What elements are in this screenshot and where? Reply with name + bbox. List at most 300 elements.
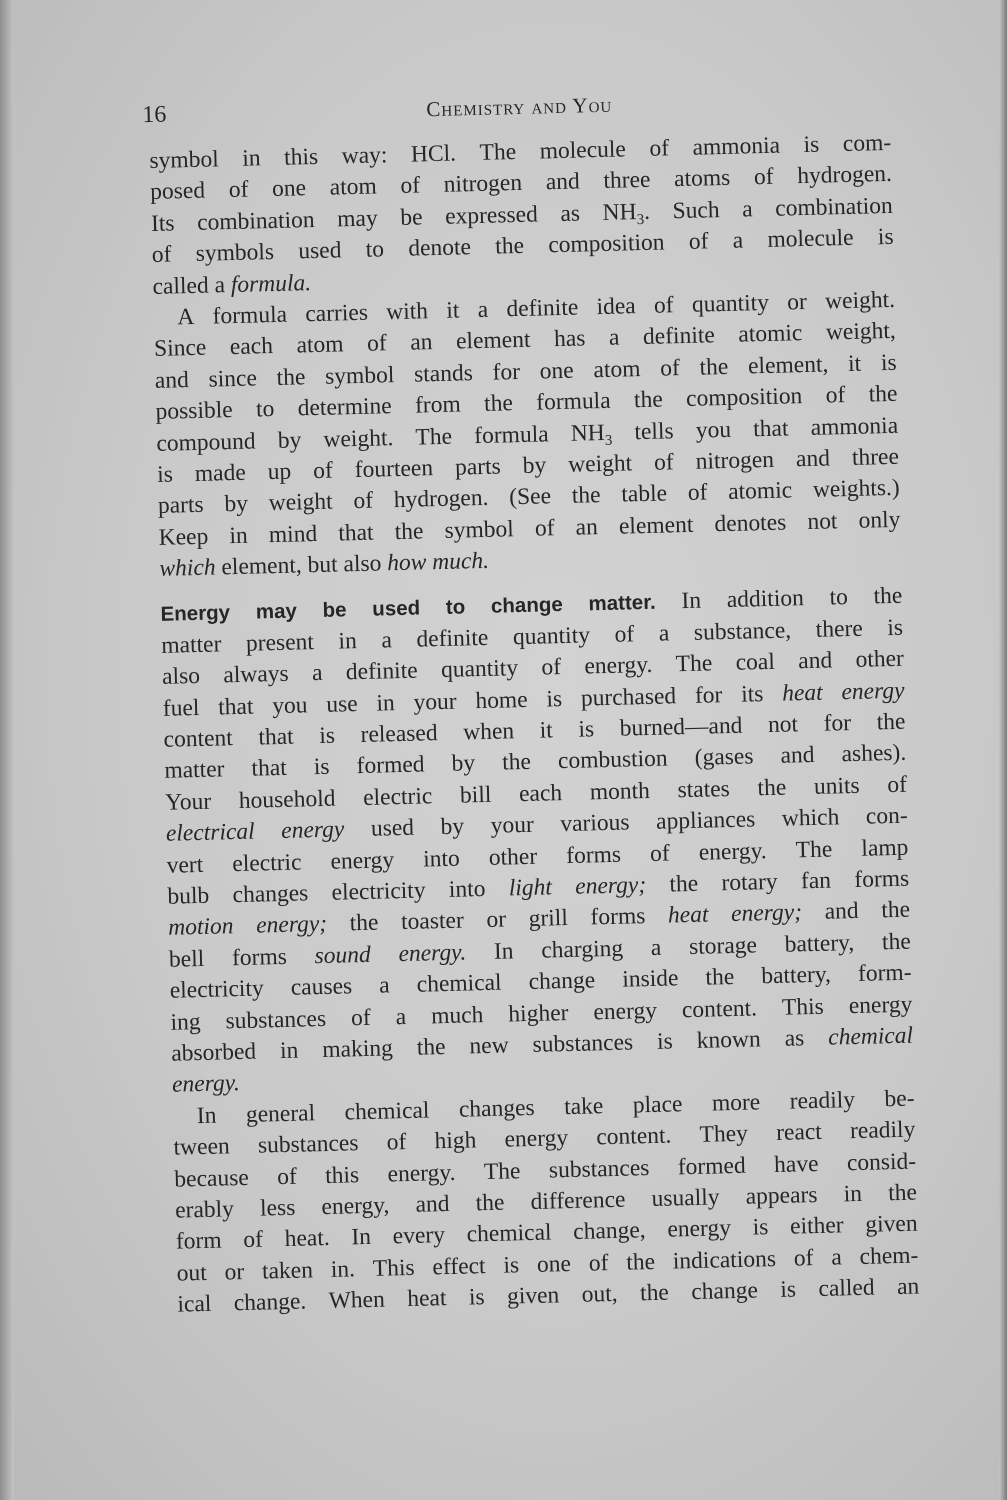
word bbox=[632, 1089, 682, 1122]
text: of bbox=[649, 840, 670, 867]
text: of bbox=[614, 621, 635, 648]
word bbox=[173, 1131, 230, 1164]
text: to bbox=[255, 396, 275, 423]
word bbox=[841, 675, 905, 708]
text: high bbox=[434, 1127, 477, 1155]
word bbox=[431, 1000, 484, 1033]
text: that bbox=[251, 755, 288, 783]
text: element, bbox=[221, 552, 303, 581]
word bbox=[272, 174, 307, 206]
text: indications bbox=[672, 1245, 777, 1275]
word bbox=[826, 316, 897, 349]
word bbox=[570, 417, 612, 449]
text: possible bbox=[155, 397, 233, 426]
text: consid- bbox=[846, 1148, 917, 1176]
text: your bbox=[413, 688, 457, 716]
italic-text: motion bbox=[167, 913, 234, 942]
word bbox=[416, 1032, 445, 1064]
text: charging bbox=[540, 935, 624, 964]
word bbox=[866, 801, 909, 833]
word bbox=[694, 742, 753, 775]
text: the bbox=[876, 708, 906, 736]
section-heading-text: be bbox=[322, 598, 347, 623]
word bbox=[341, 140, 387, 172]
word bbox=[509, 482, 552, 514]
word bbox=[696, 1024, 761, 1057]
text: the bbox=[868, 380, 898, 408]
word bbox=[614, 619, 634, 651]
word bbox=[650, 838, 670, 870]
text: of bbox=[228, 176, 249, 204]
text: in bbox=[843, 1180, 863, 1208]
text: fourteen bbox=[354, 455, 434, 483]
text: content bbox=[163, 725, 234, 753]
text: is bbox=[880, 349, 897, 376]
page-edge-right bbox=[999, 0, 1007, 1500]
word bbox=[456, 325, 531, 358]
word bbox=[176, 1226, 222, 1258]
word bbox=[536, 386, 611, 419]
text: denotes bbox=[714, 509, 787, 537]
word bbox=[539, 355, 574, 387]
word bbox=[196, 1100, 216, 1132]
word bbox=[888, 1177, 917, 1209]
text: the bbox=[571, 482, 601, 510]
word bbox=[305, 298, 368, 331]
text: of bbox=[534, 514, 555, 542]
text: is bbox=[318, 722, 336, 750]
word bbox=[761, 960, 831, 993]
text: composition bbox=[685, 383, 803, 413]
word bbox=[208, 363, 257, 396]
text: toaster bbox=[400, 907, 465, 936]
italic-text: energy; bbox=[255, 911, 328, 939]
text: in bbox=[279, 1037, 299, 1064]
text: HCl. bbox=[410, 140, 457, 168]
text: place bbox=[632, 1090, 683, 1119]
word bbox=[672, 195, 720, 228]
word bbox=[314, 940, 371, 973]
text: coal bbox=[735, 649, 776, 677]
text: formed bbox=[356, 751, 425, 780]
text: compound bbox=[156, 427, 256, 457]
text: because bbox=[174, 1164, 250, 1193]
word bbox=[408, 232, 471, 265]
word bbox=[360, 718, 438, 751]
word bbox=[852, 442, 900, 475]
word bbox=[873, 581, 902, 613]
word bbox=[393, 483, 488, 517]
word bbox=[790, 1211, 844, 1244]
word bbox=[398, 937, 466, 970]
text: fan bbox=[800, 867, 832, 895]
word bbox=[416, 968, 502, 1001]
word bbox=[469, 1030, 509, 1062]
word bbox=[170, 1007, 201, 1039]
word bbox=[593, 354, 641, 387]
word bbox=[695, 414, 731, 446]
text: usually bbox=[651, 1184, 720, 1212]
text: formula bbox=[473, 420, 549, 449]
text: definite bbox=[345, 657, 418, 686]
word bbox=[686, 381, 803, 415]
word bbox=[692, 131, 780, 165]
word bbox=[262, 1255, 314, 1288]
text: chemical bbox=[416, 969, 502, 998]
text: of bbox=[653, 449, 675, 476]
body-text bbox=[149, 128, 919, 1321]
word bbox=[640, 1278, 669, 1310]
word bbox=[784, 1023, 804, 1055]
text: three bbox=[851, 443, 900, 471]
word bbox=[415, 390, 461, 422]
text: formed bbox=[677, 1152, 746, 1180]
word bbox=[169, 974, 264, 1008]
text: which bbox=[781, 804, 840, 832]
word bbox=[256, 909, 328, 942]
text: grill bbox=[528, 905, 569, 933]
text: more bbox=[711, 1089, 761, 1117]
word bbox=[698, 836, 767, 869]
text: battery, bbox=[760, 961, 832, 990]
italic-text: energy; bbox=[574, 872, 647, 900]
word bbox=[780, 1275, 796, 1307]
word bbox=[781, 803, 839, 836]
text: use bbox=[325, 690, 358, 718]
text: molecule bbox=[767, 224, 854, 254]
word bbox=[158, 521, 208, 554]
word bbox=[795, 834, 832, 866]
word bbox=[338, 626, 357, 658]
word bbox=[400, 171, 420, 203]
word bbox=[674, 163, 731, 196]
text: determine bbox=[297, 393, 392, 422]
word bbox=[460, 780, 492, 812]
text: heat. bbox=[284, 1225, 330, 1253]
text: taken bbox=[261, 1256, 314, 1285]
word bbox=[168, 912, 234, 945]
subscript: 3 bbox=[604, 432, 613, 449]
word bbox=[475, 1188, 504, 1220]
text: the bbox=[633, 386, 664, 414]
text: every bbox=[392, 1222, 446, 1250]
text: A bbox=[177, 303, 195, 331]
word bbox=[284, 1223, 330, 1255]
text: the bbox=[501, 749, 532, 776]
text: changes bbox=[458, 1094, 535, 1123]
text: each bbox=[229, 333, 274, 361]
word bbox=[504, 1123, 568, 1156]
text: either bbox=[789, 1212, 844, 1240]
word bbox=[224, 1257, 244, 1289]
word bbox=[195, 237, 274, 270]
word bbox=[881, 348, 897, 380]
word bbox=[842, 128, 891, 161]
text: formula bbox=[535, 387, 611, 416]
word bbox=[656, 805, 756, 839]
word bbox=[280, 1036, 299, 1068]
text: battery, bbox=[784, 929, 855, 958]
word bbox=[776, 1117, 822, 1149]
text: combustion bbox=[557, 745, 668, 775]
word bbox=[825, 380, 845, 412]
word bbox=[175, 1194, 234, 1227]
word bbox=[356, 750, 425, 783]
word bbox=[847, 1146, 917, 1179]
word bbox=[297, 391, 392, 425]
text: In bbox=[196, 1102, 217, 1129]
book-page bbox=[142, 82, 920, 1321]
word bbox=[735, 647, 775, 679]
word bbox=[151, 208, 175, 240]
text: ashes). bbox=[841, 740, 907, 768]
word bbox=[337, 203, 378, 235]
word bbox=[726, 584, 804, 617]
word bbox=[554, 324, 586, 356]
word bbox=[634, 385, 663, 417]
word bbox=[767, 223, 854, 256]
text: The bbox=[483, 1157, 521, 1185]
italic-text: much. bbox=[431, 547, 490, 576]
word bbox=[229, 520, 248, 552]
word bbox=[596, 1121, 672, 1154]
word bbox=[298, 235, 342, 267]
text: the bbox=[705, 964, 735, 991]
word bbox=[423, 843, 460, 875]
section-heading-text: change bbox=[490, 593, 564, 619]
word bbox=[815, 614, 863, 647]
word bbox=[491, 589, 564, 622]
word bbox=[232, 942, 288, 975]
word bbox=[865, 1209, 918, 1242]
text: of bbox=[649, 135, 670, 162]
text: a bbox=[477, 296, 489, 323]
word bbox=[386, 296, 429, 328]
word bbox=[475, 685, 528, 718]
word bbox=[801, 866, 832, 898]
text: always bbox=[223, 660, 289, 689]
text: atom bbox=[296, 331, 344, 359]
word bbox=[824, 896, 859, 928]
text: a bbox=[395, 1003, 407, 1030]
word bbox=[752, 1212, 768, 1244]
text: formula bbox=[212, 301, 288, 330]
word bbox=[477, 295, 488, 327]
text: symbol bbox=[149, 146, 220, 174]
text: The bbox=[795, 836, 833, 863]
word bbox=[848, 348, 862, 380]
text: energy bbox=[667, 1215, 732, 1243]
word bbox=[445, 199, 538, 233]
word bbox=[284, 142, 319, 174]
word bbox=[668, 900, 709, 932]
text: nitrogen bbox=[443, 170, 523, 199]
word bbox=[621, 479, 667, 511]
text: (gases bbox=[694, 743, 754, 772]
text: an bbox=[575, 513, 599, 541]
text: In bbox=[493, 938, 514, 965]
text: the bbox=[394, 518, 424, 545]
word bbox=[882, 926, 911, 958]
word bbox=[163, 693, 200, 725]
word bbox=[346, 656, 419, 689]
word bbox=[539, 134, 626, 167]
word bbox=[634, 416, 674, 448]
text: only bbox=[858, 506, 901, 534]
text: and bbox=[795, 445, 831, 473]
word bbox=[256, 394, 275, 426]
text: react bbox=[775, 1118, 823, 1147]
text: out, bbox=[581, 1280, 618, 1308]
word bbox=[161, 629, 222, 662]
word bbox=[650, 932, 661, 964]
word bbox=[171, 1037, 257, 1070]
word bbox=[484, 1156, 521, 1188]
word bbox=[272, 690, 308, 722]
word bbox=[868, 379, 897, 411]
text: it bbox=[446, 297, 460, 324]
word bbox=[322, 1033, 393, 1066]
text: this bbox=[324, 1161, 360, 1189]
text: in bbox=[376, 689, 396, 717]
text: content. bbox=[596, 1122, 672, 1151]
text: used bbox=[298, 237, 342, 265]
word bbox=[381, 625, 392, 657]
word bbox=[231, 270, 312, 298]
text: you bbox=[695, 416, 732, 444]
text: is bbox=[578, 716, 595, 743]
word bbox=[878, 222, 894, 254]
text: of bbox=[659, 354, 681, 382]
word bbox=[829, 583, 848, 615]
text: hydrogen. bbox=[796, 161, 893, 190]
text: when bbox=[462, 718, 515, 746]
text: NH bbox=[570, 419, 606, 447]
text: of bbox=[825, 382, 846, 409]
word bbox=[371, 813, 415, 845]
page-edge-left bbox=[0, 0, 14, 1500]
text: other bbox=[488, 843, 538, 871]
text: element bbox=[455, 327, 531, 355]
word bbox=[558, 744, 668, 778]
text: as bbox=[784, 1025, 805, 1052]
word bbox=[541, 933, 624, 966]
text: one bbox=[539, 357, 575, 385]
text: a bbox=[830, 1244, 843, 1271]
word bbox=[323, 423, 394, 456]
text: and bbox=[545, 168, 581, 196]
text: used bbox=[370, 814, 415, 842]
word bbox=[688, 227, 708, 259]
word bbox=[539, 715, 553, 747]
text: three bbox=[603, 167, 651, 195]
text: table bbox=[621, 480, 668, 508]
text: energy bbox=[593, 997, 658, 1025]
text: forms bbox=[590, 903, 646, 931]
word bbox=[251, 753, 287, 785]
running-title: Chemistry and You bbox=[426, 92, 613, 122]
word bbox=[224, 489, 248, 521]
text: In bbox=[681, 588, 702, 615]
text: chemical bbox=[466, 1219, 552, 1248]
word bbox=[738, 318, 803, 351]
word bbox=[545, 167, 580, 199]
word bbox=[876, 707, 905, 739]
word bbox=[589, 776, 650, 809]
italic-text: heat bbox=[667, 901, 709, 929]
word bbox=[590, 901, 646, 934]
text: definite bbox=[506, 294, 579, 323]
text: ammonia bbox=[692, 132, 781, 161]
text: matter bbox=[161, 631, 222, 659]
italic-text: energy. bbox=[171, 1070, 241, 1099]
word bbox=[313, 752, 329, 784]
text: weight bbox=[268, 488, 333, 517]
word bbox=[528, 965, 595, 998]
text: new bbox=[469, 1032, 509, 1060]
word bbox=[573, 1215, 646, 1248]
text: ammonia bbox=[810, 412, 899, 441]
text: of bbox=[687, 479, 708, 507]
text: heat bbox=[406, 1285, 447, 1313]
word bbox=[780, 740, 815, 772]
word bbox=[197, 205, 315, 239]
text: the bbox=[880, 897, 911, 924]
word bbox=[541, 652, 561, 684]
word bbox=[503, 1250, 519, 1282]
word bbox=[855, 644, 904, 677]
text: atomic bbox=[727, 477, 793, 506]
word bbox=[277, 425, 301, 457]
word bbox=[258, 1128, 359, 1162]
text: of bbox=[243, 1226, 264, 1254]
text: substances bbox=[225, 1005, 327, 1034]
word bbox=[307, 551, 344, 578]
word bbox=[689, 930, 758, 963]
word bbox=[444, 514, 514, 547]
text: of bbox=[353, 487, 374, 515]
word bbox=[156, 426, 256, 460]
italic-text: electrical bbox=[165, 818, 255, 847]
word bbox=[507, 1280, 560, 1313]
text: released bbox=[360, 720, 438, 749]
word bbox=[560, 808, 630, 841]
text: an bbox=[409, 329, 433, 357]
word bbox=[410, 327, 433, 359]
text: energy. bbox=[698, 837, 767, 866]
text: appliances bbox=[655, 806, 756, 836]
text: one bbox=[271, 175, 307, 203]
text: readily bbox=[849, 1116, 916, 1145]
word bbox=[432, 548, 489, 575]
text: is bbox=[877, 224, 894, 251]
text: form- bbox=[857, 959, 912, 988]
text: quantity bbox=[512, 622, 591, 651]
word bbox=[549, 1153, 650, 1187]
text: a bbox=[732, 227, 744, 254]
word bbox=[218, 691, 254, 723]
word bbox=[166, 849, 203, 881]
word bbox=[260, 1193, 296, 1225]
word bbox=[609, 323, 620, 355]
text: symbol bbox=[444, 515, 515, 544]
word bbox=[691, 1276, 758, 1309]
word bbox=[165, 786, 212, 819]
word bbox=[519, 778, 563, 810]
word bbox=[463, 716, 515, 749]
word bbox=[232, 878, 308, 911]
text: weights.) bbox=[812, 475, 901, 504]
